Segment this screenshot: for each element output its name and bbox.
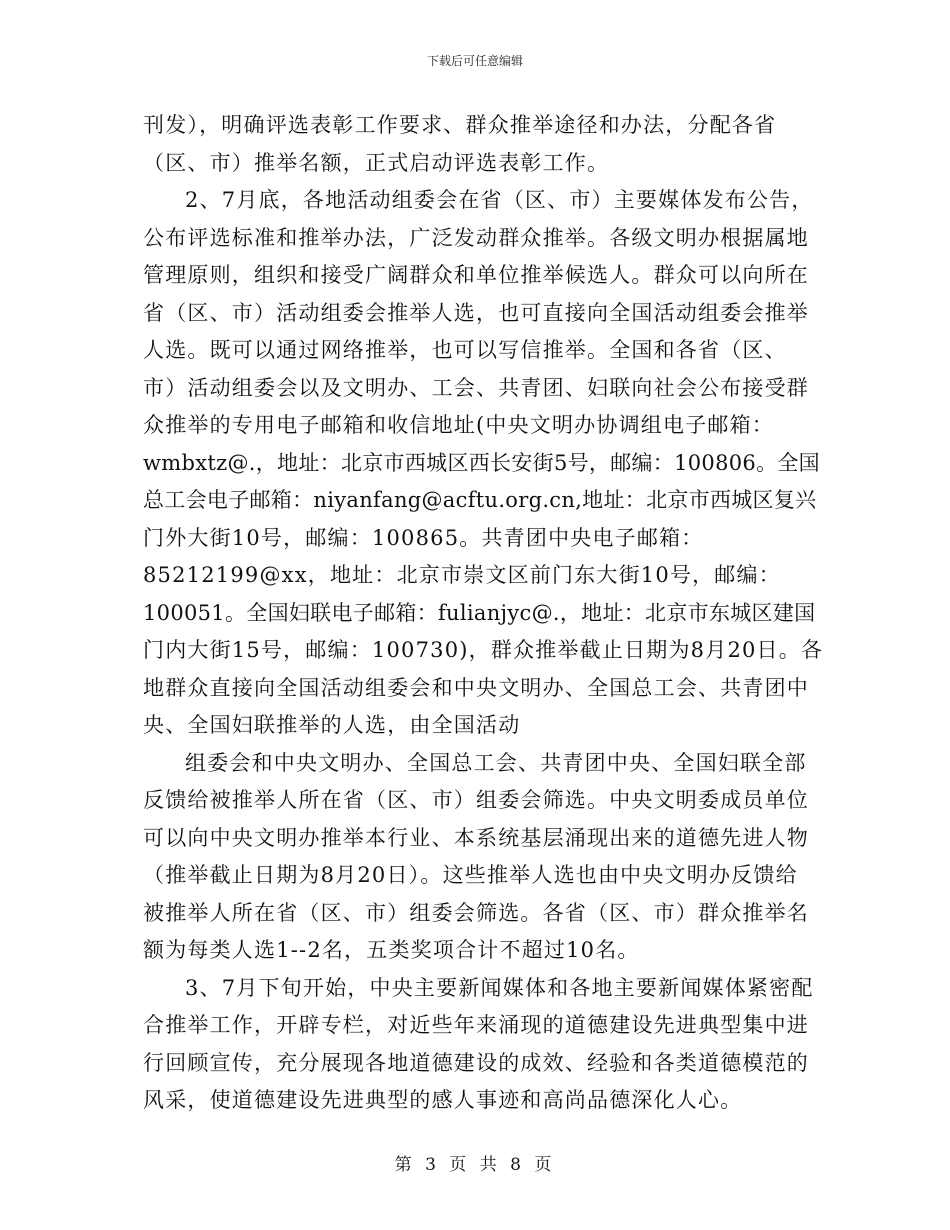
page-footer: 第 3 页 共 8 页 — [394, 1155, 556, 1175]
text-line: 85212199@xx，地址：北京市崇文区前门东大街10号，邮编： — [143, 563, 781, 587]
text-line: 人选。既可以通过网络推举，也可以写信推举。全国和各省（区、 — [143, 338, 787, 362]
text-line: wmbxtz@.，地址：北京市西城区西长安街5号，邮编：100806。全国 — [143, 451, 820, 475]
text-line: 公布评选标准和推举办法，广泛发动群众推举。各级文明办根据属地 — [143, 226, 809, 250]
text-line: 市）活动组委会以及文明办、工会、共青团、妇联向社会公布接受群 — [143, 376, 809, 400]
text-line: 组委会和中央文明办、全国总工会、共青团中央、全国妇联全部 — [185, 751, 807, 775]
text-line: 2、7月底，各地活动组委会在省（区、市）主要媒体发布公告， — [185, 188, 814, 212]
text-line: 门外大街10号，邮编：100865。共青团中央电子邮箱： — [143, 526, 704, 550]
text-line: 3、7月下旬开始，中央主要新闻媒体和各地主要新闻媒体紧密配 — [185, 976, 814, 1000]
text-line: 额为每类人选1--2名，五类奖项合计不超过10名。 — [143, 938, 640, 962]
text-line: 100051。全国妇联电子邮箱：fulianjyc@.，地址：北京市东城区建国 — [143, 601, 816, 625]
text-line: （推举截止日期为8月20日）。这些推举人选也由中央文明办反馈给 — [143, 863, 798, 887]
text-line: 行回顾宣传，充分展现各地道德建设的成效、经验和各类道德模范的 — [143, 1051, 809, 1075]
text-line: 被推举人所在省（区、市）组委会筛选。各省（区、市）群众推举名 — [143, 901, 809, 925]
text-line: 众推举的专用电子邮箱和收信地址(中央文明办协调组电子邮箱： — [143, 413, 774, 437]
text-line: 央、全国妇联推举的人选，由全国活动 — [143, 713, 521, 737]
text-line: （区、市）推举名额，正式启动评选表彰工作。 — [143, 151, 610, 175]
text-line: 可以向中央文明办推举本行业、本系统基层涌现出来的道德先进人物 — [143, 826, 809, 850]
text-line: 地群众直接向全国活动组委会和中央文明办、全国总工会、共青团中 — [143, 676, 809, 700]
text-line: 总工会电子邮箱：niyanfang@acftu.org.cn,地址：北京市西城区复兴 — [143, 488, 817, 512]
text-line: 刊发），明确评选表彰工作要求、群众推举途径和办法，分配各省 — [143, 113, 777, 137]
text-line: 反馈给被推举人所在省（区、市）组委会筛选。中央文明委成员单位 — [143, 788, 809, 812]
text-line: 风采，使道德建设先进典型的感人事迹和高尚品德深化人心。 — [143, 1088, 743, 1112]
text-line: 门内大街15号，邮编：100730)，群众推举截止日期为8月20日。各 — [143, 638, 824, 662]
page-header: 下载后可任意编辑 — [426, 54, 523, 68]
text-line: 合推举工作，开辟专栏，对近些年来涌现的道德建设先进典型集中进 — [143, 1013, 809, 1037]
text-line: 管理原则，组织和接受广阔群众和单位推举候选人。群众可以向所在 — [143, 263, 809, 287]
text-line: 省（区、市）活动组委会推举人选，也可直接向全国活动组委会推举 — [143, 301, 809, 325]
